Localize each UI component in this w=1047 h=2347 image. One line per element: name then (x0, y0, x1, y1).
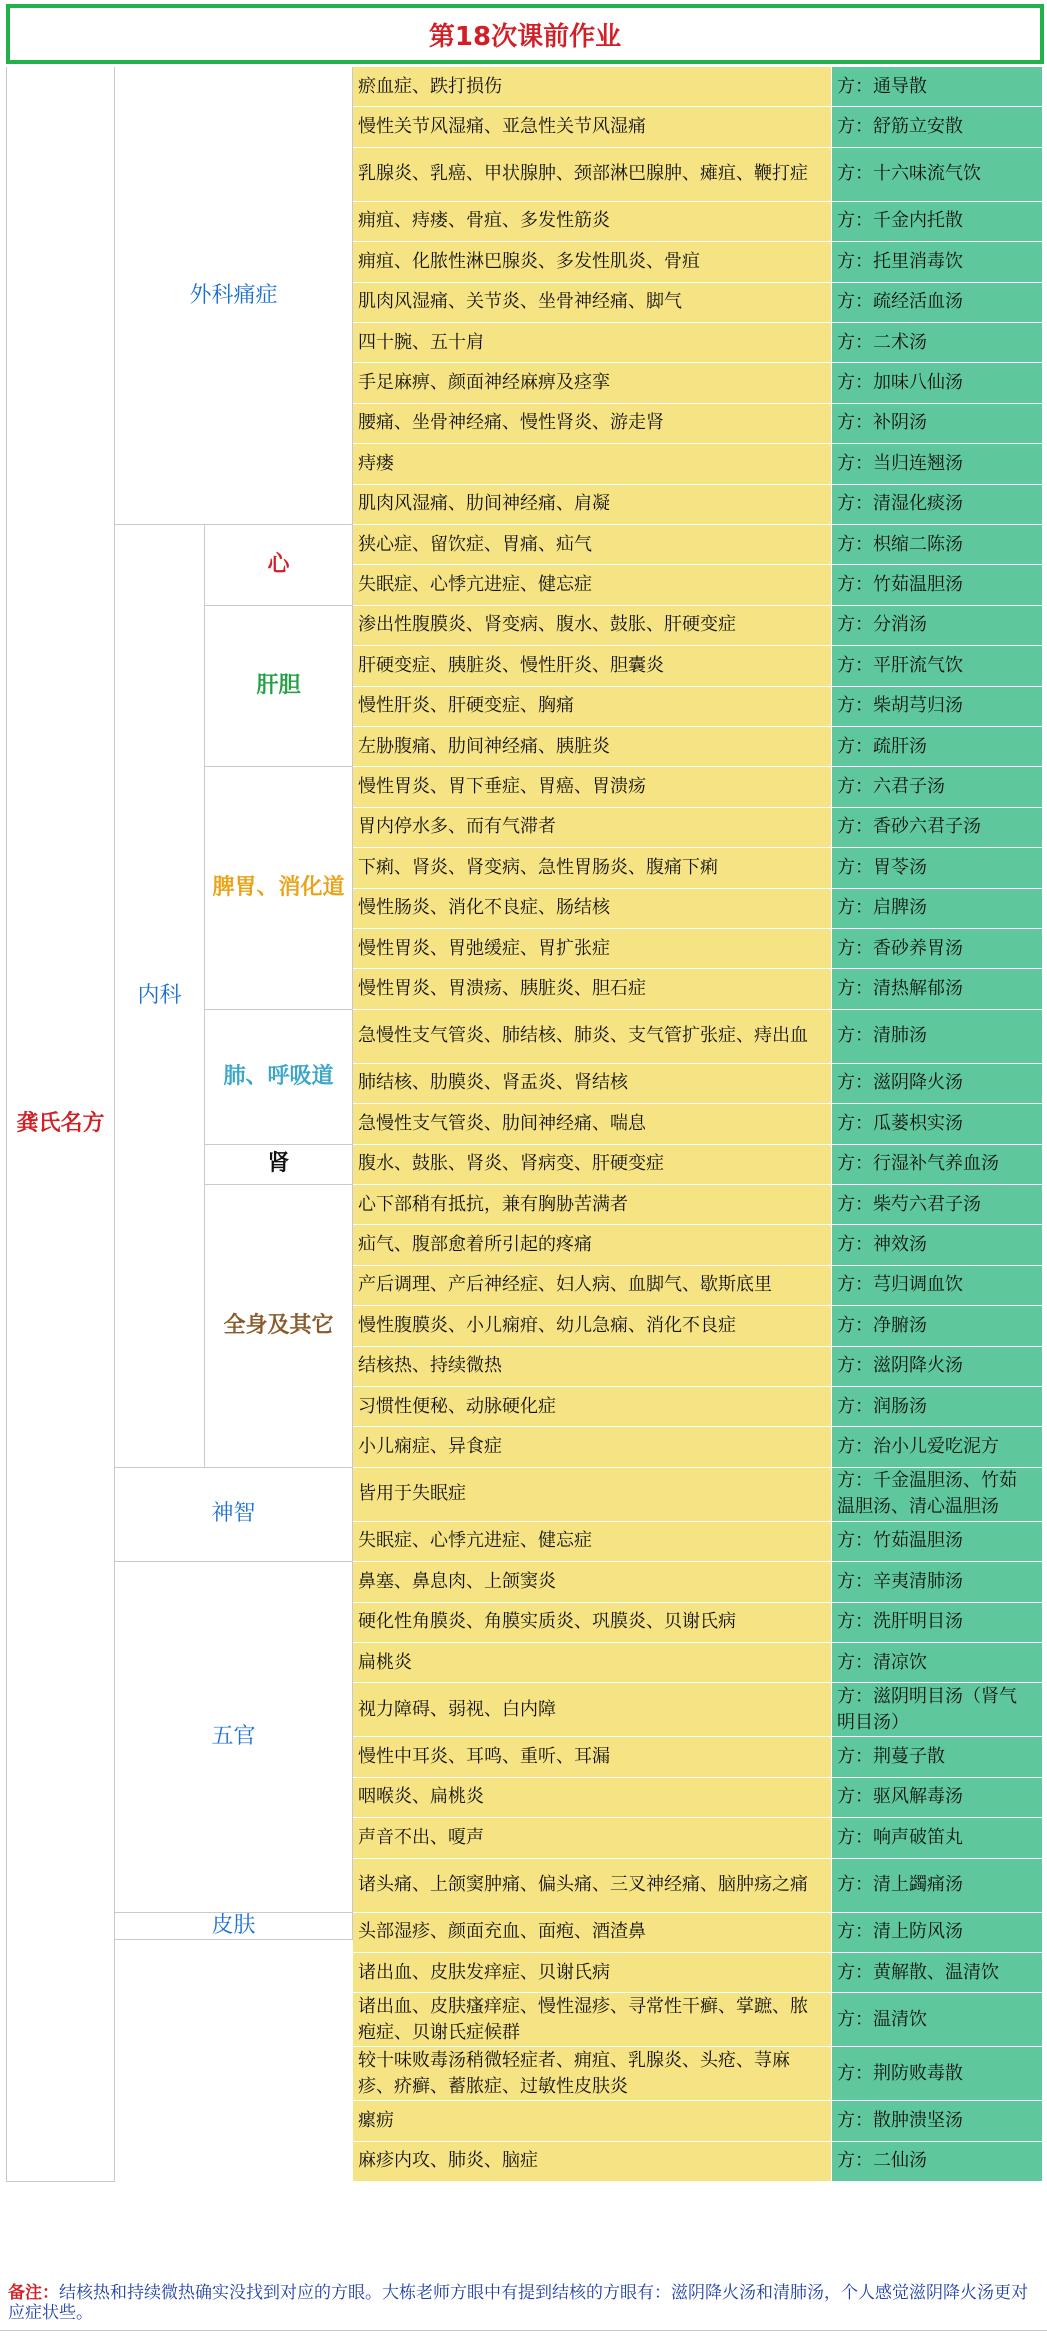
condition-cell: 失眠症、心悸亢进症、健忘症 (353, 565, 832, 605)
formula-text (837, 74, 927, 100)
condition-cell: 腰痛、坐骨神经痛、慢性肾炎、游走肾 (353, 404, 832, 444)
formula-name: 清上防风汤 (873, 1921, 963, 1943)
formula-cell (832, 363, 1042, 403)
formula-name: 二仙汤 (873, 2150, 927, 2172)
condition-cell: 硬化性角膜炎、角膜实质炎、巩膜炎、贝谢氏病 (353, 1603, 832, 1643)
formula-name: 辛夷清肺汤 (873, 1570, 963, 1592)
formula-text (837, 1434, 999, 1460)
formula-name: 滋阴降火汤 (873, 1072, 963, 1094)
formula-cell (832, 767, 1042, 807)
condition-cell: 小儿痫症、异食症 (353, 1427, 832, 1467)
formula-name: 温清饮 (873, 2008, 927, 2030)
formula-name: 舒筋立安散 (873, 116, 963, 138)
condition-cell: 鼻塞、鼻息肉、上颌窦炎 (353, 1562, 832, 1602)
formula-text (837, 895, 927, 921)
formula-name: 驱风解毒汤 (873, 1786, 963, 1808)
formula-text (837, 1528, 963, 1554)
bottom-divider (0, 2330, 1047, 2331)
formula-prefix: 方： (837, 291, 873, 313)
formula-cell (832, 1818, 1042, 1858)
formula-name: 柴芍六君子汤 (873, 1193, 981, 1215)
condition-cell: 较十味败毒汤稍微轻症者、痈疽、乳腺炎、头疮、荨麻疹、疥癣、蓄脓症、过敏性皮肤炎 (353, 2047, 832, 2101)
formula-cell (832, 2047, 1042, 2101)
condition-cell: 产后调理、产后神经症、妇人病、血脚气、歇斯底里 (353, 1266, 832, 1306)
formula-name: 枳缩二陈汤 (873, 533, 963, 555)
formula-text (837, 1232, 927, 1258)
formula-prefix: 方： (837, 1651, 873, 1673)
formula-cell (832, 525, 1042, 565)
formula-cell (832, 565, 1042, 605)
formula-prefix: 方： (837, 897, 873, 919)
formula-prefix: 方： (837, 1826, 873, 1848)
formula-cell (832, 929, 1042, 969)
formula-name: 荆防败毒散 (873, 2062, 963, 2084)
formula-text (837, 1111, 963, 1137)
formula-cell (832, 1185, 1042, 1225)
condition-cell: 急慢性支气管炎、肺结核、肺炎、支气管扩张症、痔出血 (353, 1010, 832, 1064)
condition-cell: 急慢性支气管炎、肋间神经痛、喘息 (353, 1104, 832, 1144)
condition-cell: 痈疽、化脓性淋巴腺炎、多发性肌炎、骨疽 (353, 242, 832, 282)
formula-prefix: 方： (837, 1072, 873, 1094)
condition-cell: 左胁腹痛、肋间神经痛、胰脏炎 (353, 727, 832, 767)
formula-text (837, 1650, 927, 1676)
category-waike: 外科痛症 (115, 67, 353, 525)
formula-prefix: 方： (837, 493, 873, 515)
category-pifu: 皮肤 (115, 1913, 353, 1940)
condition-cell: 肌肉风湿痛、关节炎、坐骨神经痛、脚气 (353, 283, 832, 323)
formula-prefix: 方： (837, 1025, 873, 1047)
formula-text (837, 1569, 963, 1595)
condition-cell: 疝气、腹部愈着所引起的疼痛 (353, 1225, 832, 1265)
formula-cell (832, 606, 1042, 646)
formula-text (837, 855, 927, 881)
condition-cell: 慢性肠炎、消化不良症、肠结核 (353, 889, 832, 929)
category-shenzhi: 神智 (115, 1468, 353, 1562)
formula-name: 黄解散、温清饮 (873, 1961, 999, 1983)
formula-text (837, 1825, 963, 1851)
condition-cell: 痈疽、痔瘘、骨疽、多发性筋炎 (353, 202, 832, 242)
formula-prefix: 方： (837, 75, 873, 97)
formula-cell (832, 848, 1042, 888)
formula-text (837, 1872, 963, 1898)
formula-prefix: 方： (837, 1786, 873, 1808)
formula-prefix: 方： (837, 331, 873, 353)
condition-cell: 心下部稍有抵抗，兼有胸胁苦满者 (353, 1185, 832, 1225)
formula-cell (832, 1145, 1042, 1185)
formula-prefix: 方： (837, 210, 873, 232)
formula-prefix: 方： (837, 1570, 873, 1592)
formula-cell (832, 687, 1042, 727)
formula-name: 千金温胆汤、竹茹温胆汤、清心温胆汤 (837, 1470, 1017, 1518)
condition-cell: 失眠症、心悸亢进症、健忘症 (353, 1522, 832, 1562)
condition-cell: 瘰疬 (353, 2101, 832, 2141)
formula-name: 清热解郁汤 (873, 978, 963, 1000)
formula-name: 补阴汤 (873, 412, 927, 434)
formula-text (837, 734, 927, 760)
condition-cell: 肺结核、肋膜炎、肾盂炎、肾结核 (353, 1064, 832, 1104)
formula-prefix: 方： (837, 1355, 873, 1377)
formula-prefix: 方： (837, 1112, 873, 1134)
formula-cell (832, 1347, 1042, 1387)
formula-prefix: 方： (837, 735, 873, 757)
formula-text (837, 1313, 927, 1339)
condition-cell: 诸出血、皮肤发痒症、贝谢氏病 (353, 1953, 832, 1993)
condition-cell: 慢性胃炎、胃弛缓症、胃扩张症 (353, 929, 832, 969)
formula-name: 芎归调血饮 (873, 1274, 963, 1296)
category-quanshen: 全身及其它 (205, 1185, 353, 1468)
formula-name: 疏肝汤 (873, 735, 927, 757)
condition-cell: 扁桃炎 (353, 1643, 832, 1683)
condition-cell: 声音不出、嗄声 (353, 1818, 832, 1858)
formula-text (837, 653, 963, 679)
formula-prefix: 方： (837, 250, 873, 272)
formula-text (837, 1272, 963, 1298)
formula-text (837, 936, 963, 962)
formula-cell (832, 283, 1042, 323)
formula-prefix: 方： (837, 1153, 873, 1175)
formula-name: 润肠汤 (873, 1395, 927, 1417)
condition-cell: 慢性肝炎、肝硬变症、胸痛 (353, 687, 832, 727)
formula-cell (832, 242, 1042, 282)
condition-cell: 肌肉风湿痛、肋间神经痛、肩凝 (353, 485, 832, 525)
condition-cell: 麻疹内攻、肺炎、脑症 (353, 2142, 832, 2182)
formula-prefix: 方： (837, 695, 873, 717)
formula-cell (832, 889, 1042, 929)
formula-name: 加味八仙汤 (873, 372, 963, 394)
formula-prefix: 方： (837, 1746, 873, 1768)
condition-cell: 慢性胃炎、胃溃疡、胰脏炎、胆石症 (353, 969, 832, 1009)
formula-cell (832, 444, 1042, 484)
formula-name: 洗肝明目汤 (873, 1611, 963, 1633)
formula-name: 通导散 (873, 75, 927, 97)
formula-cell (832, 1913, 1042, 1953)
condition-cell: 手足麻痹、颜面神经麻痹及痉挛 (353, 363, 832, 403)
formula-name: 竹茹温胆汤 (873, 574, 963, 596)
formula-cell (832, 1683, 1042, 1737)
formula-text (837, 572, 963, 598)
formula-prefix: 方： (837, 978, 873, 1000)
condition-cell: 肝硬变症、胰脏炎、慢性肝炎、胆囊炎 (353, 646, 832, 686)
formula-cell (832, 2101, 1042, 2141)
formula-prefix: 方： (837, 1193, 873, 1215)
formula-cell (832, 646, 1042, 686)
remark-text: 结核热和持续微热确实没找到对应的方眼。大栋老师方眼中有提到结核的方眼有：滋阴降火汤和清肺汤，个人感觉滋阴降火汤更对应症状些。 (8, 2283, 1028, 2323)
condition-cell: 皆用于失眠症 (353, 1468, 832, 1522)
formula-prefix: 方： (837, 1395, 873, 1417)
condition-cell: 诸头痛、上颌窦肿痛、偏头痛、三叉神经痛、脑肿疡之痛 (353, 1859, 832, 1913)
formula-text (837, 2148, 927, 2174)
formula-text (837, 249, 963, 275)
formula-prefix: 方： (837, 1436, 873, 1458)
formula-prefix: 方： (837, 1921, 873, 1943)
condition-cell: 结核热、持续微热 (353, 1347, 832, 1387)
formula-text (837, 774, 945, 800)
formula-text (837, 1684, 1034, 1736)
formula-text (837, 1744, 945, 1770)
formula-name: 荆蔓子散 (873, 1746, 945, 1768)
formula-name: 当归连翘汤 (873, 452, 963, 474)
formula-prefix: 方： (837, 372, 873, 394)
formula-name: 胃苓汤 (873, 856, 927, 878)
formula-name: 六君子汤 (873, 776, 945, 798)
remark (8, 2283, 1040, 2323)
root-category: 龚氏名方 (6, 67, 115, 2182)
condition-cell: 视力障碍、弱视、白内障 (353, 1683, 832, 1737)
condition-cell: 慢性胃炎、胃下垂症、胃癌、胃溃疡 (353, 767, 832, 807)
formula-prefix: 方： (837, 412, 873, 434)
formula-cell (832, 1266, 1042, 1306)
formula-cell (832, 1603, 1042, 1643)
formula-cell (832, 1643, 1042, 1683)
formula-prefix: 方： (837, 856, 873, 878)
formula-text (837, 161, 981, 187)
formula-text (837, 1353, 963, 1379)
formula-cell (832, 148, 1042, 202)
formula-text (837, 1784, 963, 1810)
formula-text (837, 330, 927, 356)
formula-cell (832, 969, 1042, 1009)
formula-name: 疏经活血汤 (873, 291, 963, 313)
formula-prefix: 方： (837, 2150, 873, 2172)
page-title: 第18次课前作业 (6, 4, 1044, 64)
condition-cell: 腹水、鼓胀、肾炎、肾病变、肝硬变症 (353, 1145, 832, 1185)
formula-prefix: 方： (837, 116, 873, 138)
formula-cell (832, 67, 1042, 107)
formula-prefix: 方： (837, 533, 873, 555)
formula-prefix: 方： (837, 1274, 873, 1296)
condition-cell: 下痢、肾炎、肾变病、急性胃肠炎、腹痛下痢 (353, 848, 832, 888)
formula-name: 千金内托散 (873, 210, 963, 232)
formula-prefix: 方： (837, 2008, 873, 2030)
formula-cell (832, 2142, 1042, 2182)
formula-prefix: 方： (837, 937, 873, 959)
formula-prefix: 方： (837, 1611, 873, 1633)
formula-text (837, 2061, 963, 2087)
formula-prefix: 方： (837, 654, 873, 676)
formula-cell (832, 202, 1042, 242)
condition-cell: 习惯性便秘、动脉硬化症 (353, 1387, 832, 1427)
formula-text (837, 491, 963, 517)
formula-prefix: 方： (837, 1314, 873, 1336)
formula-name: 清凉饮 (873, 1651, 927, 1673)
condition-cell: 渗出性腹膜炎、肾变病、腹水、鼓胀、肝硬变症 (353, 606, 832, 646)
formula-prefix: 方： (837, 614, 873, 636)
formula-text (837, 693, 963, 719)
formula-name: 治小儿爱吃泥方 (873, 1436, 999, 1458)
formula-name: 清湿化痰汤 (873, 493, 963, 515)
formula-cell (832, 1859, 1042, 1913)
formula-name: 启脾汤 (873, 897, 927, 919)
condition-cell: 慢性腹膜炎、小儿痫疳、幼儿急痫、消化不良症 (353, 1306, 832, 1346)
formula-text (837, 2007, 927, 2033)
formula-cell (832, 1104, 1042, 1144)
formula-prefix: 方： (837, 1234, 873, 1256)
formula-name: 瓜蒌枳实汤 (873, 1112, 963, 1134)
formula-text (837, 289, 963, 315)
formula-name: 柴胡芎归汤 (873, 695, 963, 717)
formula-prefix: 方： (837, 1961, 873, 1983)
category-xin: 心 (205, 525, 353, 606)
formula-cell (832, 1427, 1042, 1467)
remark-label: 备注： (8, 2283, 59, 2303)
condition-cell: 胃内停水多、而有气滞者 (353, 808, 832, 848)
formula-cell (832, 1010, 1042, 1064)
formula-prefix: 方： (837, 2062, 873, 2084)
formula-cell (832, 1225, 1042, 1265)
formula-text (837, 1192, 981, 1218)
condition-cell: 诸出血、皮肤瘙痒症、慢性湿疹、寻常性干癣、掌蹠、脓疱症、贝谢氏症候群 (353, 1993, 832, 2047)
formula-cell (832, 1953, 1042, 1993)
formula-text (837, 451, 963, 477)
formula-text (837, 612, 927, 638)
formula-text (837, 1070, 963, 1096)
condition-cell: 头部湿疹、颜面充血、面疱、酒渣鼻 (353, 1913, 832, 1953)
formula-text (837, 1919, 963, 1945)
formula-name: 滋阴降火汤 (873, 1355, 963, 1377)
formula-cell (832, 808, 1042, 848)
formula-prefix: 方： (837, 2110, 873, 2132)
formula-name: 十六味流气饮 (873, 163, 981, 185)
condition-cell: 瘀血症、跌打损伤 (353, 67, 832, 107)
formula-cell (832, 1562, 1042, 1602)
formula-cell (832, 1993, 1042, 2047)
formula-text (837, 1960, 999, 1986)
formula-prefix: 方： (837, 1874, 873, 1896)
category-piwei: 脾胃、消化道 (205, 767, 353, 1009)
category-wuguan: 五官 (115, 1562, 353, 1912)
formula-cell (832, 1468, 1042, 1522)
formula-prefix: 方： (837, 163, 873, 185)
formula-text (837, 370, 963, 396)
formula-name: 平肝流气饮 (873, 654, 963, 676)
formula-name: 清肺汤 (873, 1025, 927, 1047)
formula-cell (832, 1387, 1042, 1427)
formula-cell (832, 1522, 1042, 1562)
formula-name: 滋阴明目汤（肾气明目汤） (837, 1685, 1017, 1733)
formula-cell (832, 1778, 1042, 1818)
formula-cell (832, 727, 1042, 767)
formula-prefix: 方： (837, 452, 873, 474)
formula-text (837, 1609, 963, 1635)
category-shen: 肾 (205, 1145, 353, 1185)
category-gandan: 肝胆 (205, 606, 353, 768)
condition-cell: 四十腕、五十肩 (353, 323, 832, 363)
formula-prefix: 方： (837, 574, 873, 596)
formula-text (837, 1023, 927, 1049)
formula-prefix: 方： (837, 1685, 873, 1707)
formula-name: 托里消毒饮 (873, 250, 963, 272)
condition-cell: 慢性关节风湿痛、亚急性关节风湿痛 (353, 107, 832, 147)
condition-cell: 慢性中耳炎、耳鸣、重听、耳漏 (353, 1737, 832, 1777)
formula-name: 散肿溃坚汤 (873, 2110, 963, 2132)
formula-cell (832, 323, 1042, 363)
formula-name: 响声破笛丸 (873, 1826, 963, 1848)
formula-text (837, 532, 963, 558)
formula-name: 分消汤 (873, 614, 927, 636)
formula-name: 行湿补气养血汤 (873, 1153, 999, 1175)
formula-cell (832, 1064, 1042, 1104)
formula-prefix: 方： (837, 776, 873, 798)
formula-text (837, 208, 963, 234)
condition-cell: 痔瘘 (353, 444, 832, 484)
formula-name: 神效汤 (873, 1234, 927, 1256)
formula-name: 二术汤 (873, 331, 927, 353)
condition-cell: 狭心症、留饮症、胃痛、疝气 (353, 525, 832, 565)
formula-text (837, 114, 963, 140)
formula-name: 净腑汤 (873, 1314, 927, 1336)
formula-cell (832, 485, 1042, 525)
formula-cell (832, 107, 1042, 147)
formula-text (837, 1468, 1034, 1520)
formula-prefix: 方： (837, 1470, 873, 1492)
category-fei: 肺、呼吸道 (205, 1010, 353, 1145)
condition-cell: 咽喉炎、扁桃炎 (353, 1778, 832, 1818)
condition-cell: 乳腺炎、乳癌、甲状腺肿、颈部淋巴腺肿、瘫疽、鞭打症 (353, 148, 832, 202)
category-neike: 内科 (115, 525, 205, 1468)
formula-cell (832, 404, 1042, 444)
formula-prefix: 方： (837, 1530, 873, 1552)
formula-text (837, 1151, 999, 1177)
formula-text (837, 814, 981, 840)
formula-text (837, 2108, 963, 2134)
formula-name: 香砂六君子汤 (873, 816, 981, 838)
formula-text (837, 1394, 927, 1420)
formula-text (837, 410, 927, 436)
formula-name: 竹茹温胆汤 (873, 1530, 963, 1552)
formula-text (837, 976, 963, 1002)
formula-name: 香砂养胃汤 (873, 937, 963, 959)
formula-cell (832, 1737, 1042, 1777)
formula-cell (832, 1306, 1042, 1346)
formula-name: 清上蠲痛汤 (873, 1874, 963, 1896)
formula-prefix: 方： (837, 816, 873, 838)
